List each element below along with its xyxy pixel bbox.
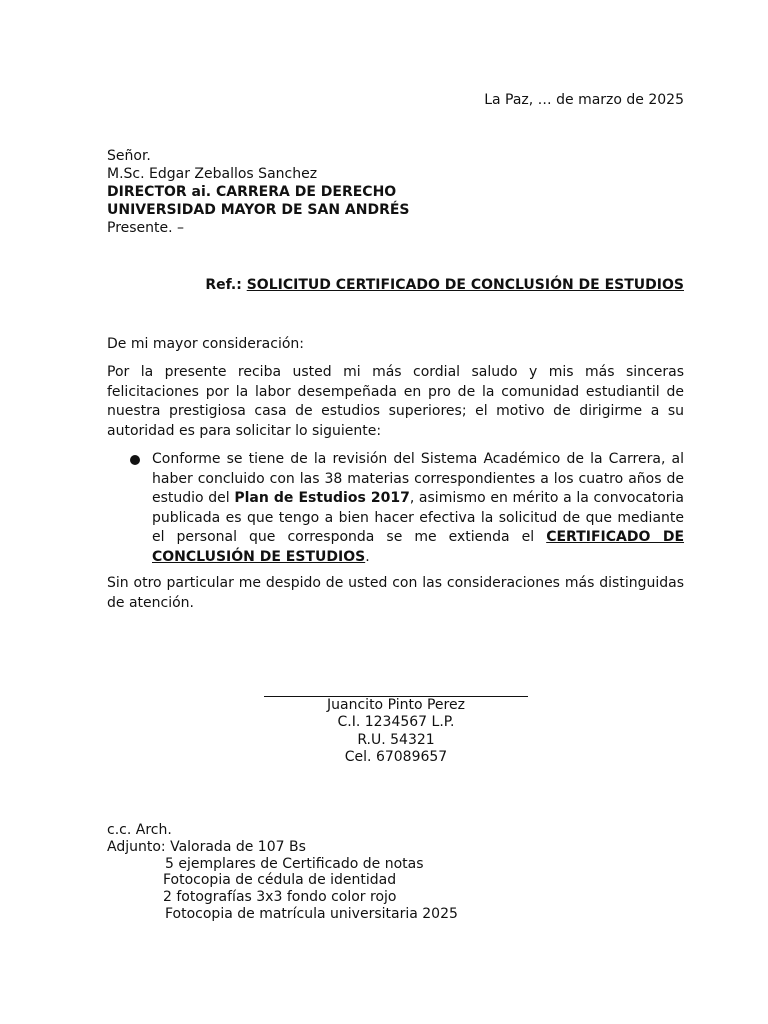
signer-cel: Cel. 67089657 [344,748,448,765]
cc-line: c.c. Arch. [107,822,172,838]
recipient-name: M.Sc. Edgar Zeballos Sanchez [107,166,318,182]
plan-de-estudios: Plan de Estudios 2017 [234,490,410,506]
request-bullet [130,450,684,567]
bullet-text [152,450,684,567]
attachment-item: 5 ejemplares de Certificado de notas [165,855,424,872]
salutation: Señor. [107,148,151,164]
attachment-item: 2 fotografías 3x3 fondo color rojo [163,889,397,906]
attachment-item: Fotocopia de cédula de identidad [163,872,397,889]
signer-ci: C.I. 1234567 L.P. [337,714,455,731]
reference-label: Ref.: [205,277,242,293]
signature-block [264,678,528,766]
date-line: La Paz, … de marzo de 2025 [484,92,684,108]
bullet-text-end: . [365,548,370,565]
bullet-dot-icon [130,455,140,465]
attachment-item: Fotocopia de matrícula universitaria 2025 [165,905,458,922]
presente-line: Presente. – [107,220,185,236]
signature-line [264,678,528,697]
recipient-institution: UNIVERSIDAD MAYOR DE SAN ANDRÉS [107,202,410,218]
attachments-block [107,822,458,923]
reference-subject: SOLICITUD CERTIFICADO DE CONCLUSIÓN DE ESTUDIOS [246,277,684,293]
paragraph-closing: Sin otro particular me despido de usted con las consideraciones más distinguidas de atención. [107,575,684,611]
signer-ru: R.U. 54321 [357,731,435,748]
bullet-text-part1: Conforme se tiene de la revisión del Sistema Académico de la Carrera, al haber concluido con las 38 materias correspondientes a los cuatro años de estudio del [152,451,684,506]
recipient-block [107,147,410,237]
greeting: De mi mayor consideración: [107,336,304,352]
reference-line [205,276,684,294]
adjunto-line: Adjunto: Valorada de 107 Bs [107,838,306,855]
paragraph-intro: Por la presente reciba usted mi más cordial saludo y mis más sinceras felicitaciones por la labor desempeñada en pro de la comunidad estudiantil de nuestra prestigiosa casa de estudios superiores; el motivo de dirigirme a su autoridad es para solicitar lo siguiente: [107,364,684,439]
certificate-name: CERTIFICADO DE CONCLUSIÓN DE ESTUDIOS [152,529,685,565]
signer-name: Juancito Pinto Perez [327,697,465,713]
recipient-position: DIRECTOR ai. CARRERA DE DERECHO [107,184,397,200]
bullet-text-part2: , asimismo en mérito a la convocatoria publicada es que tengo a bien hacer efectiva la solicitud de que mediante el personal que corresponda se me extienda el [152,490,685,545]
